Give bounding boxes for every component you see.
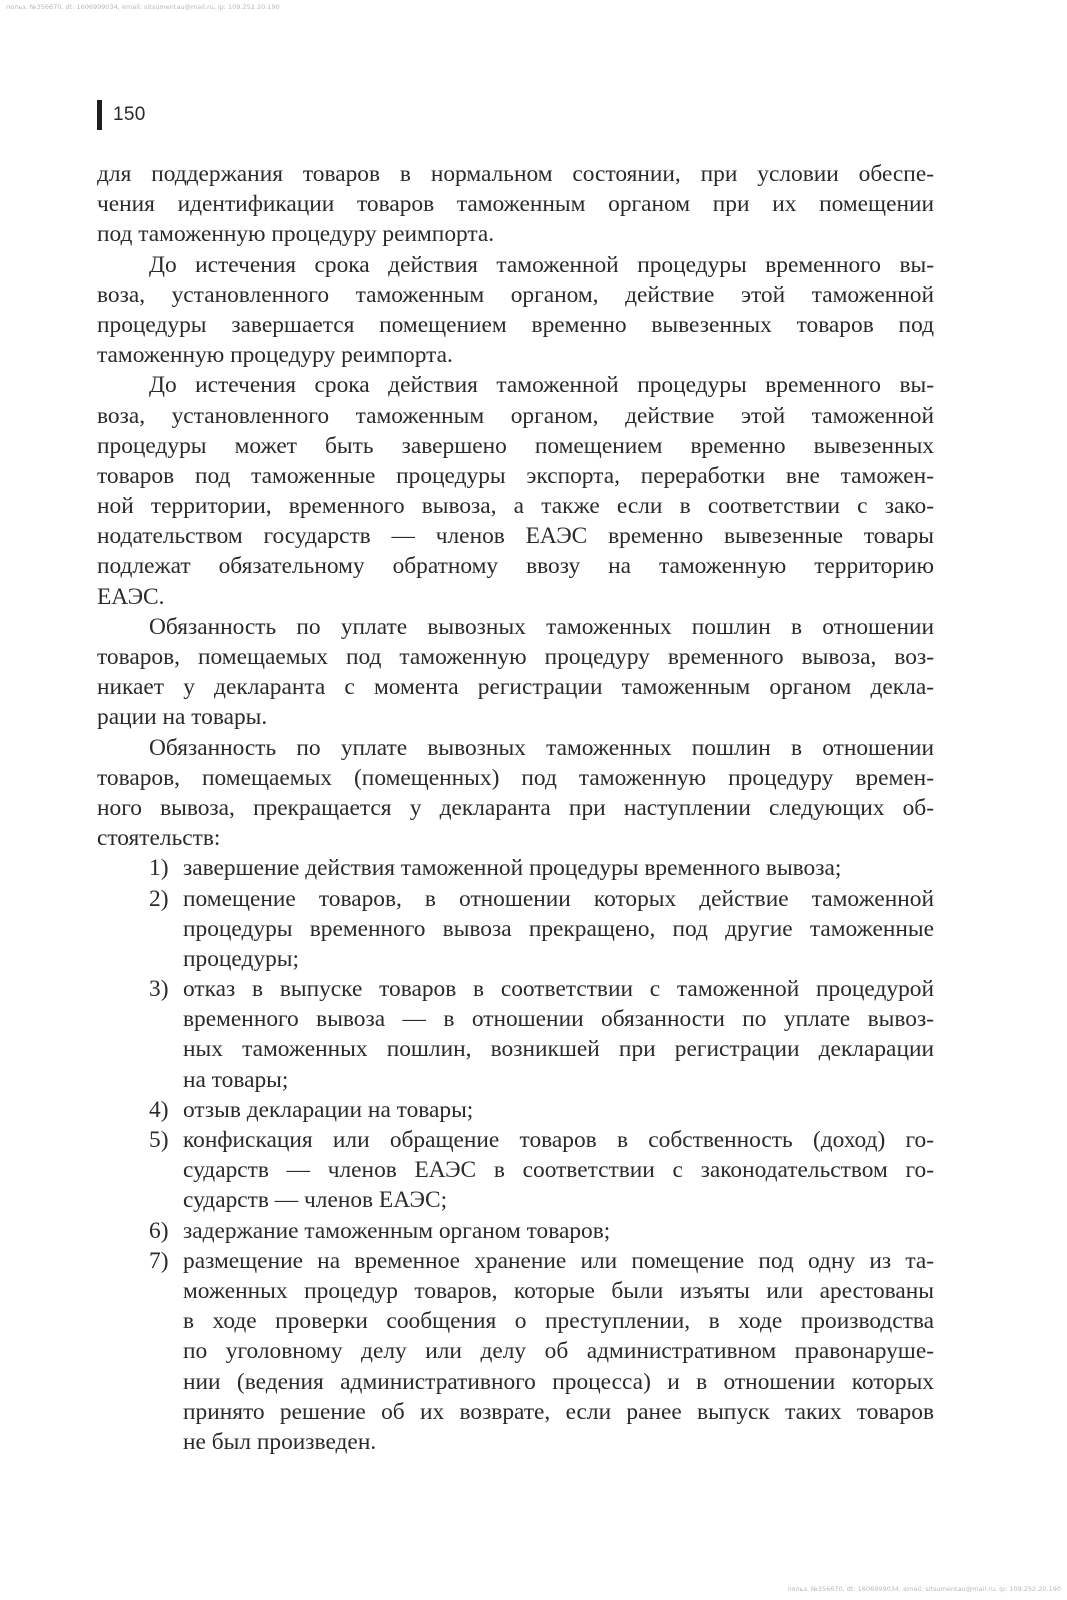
text-line: нодательством государств — членов ЕАЭС временно вывезенные товары (97, 523, 934, 550)
text-line: завершение действия таможенной процедуры временного вывоза; (183, 855, 842, 882)
text-line: процедуры может быть завершено помещением временно вывезенных (97, 432, 934, 459)
page-marker-bar (97, 100, 102, 130)
text-line: товаров, помещаемых под таможенную процедуру временного вывоза, воз- (97, 644, 934, 670)
text-line: воза, установленного таможенным органом, действие этой таможенной (97, 402, 934, 429)
text-line: конфискация или обращение товаров в собственность (доход) го- (183, 1127, 934, 1153)
page-number: 150 (113, 104, 146, 125)
text-line: товаров, помещаемых (помещенных) под таможенную процедуру времен- (97, 764, 934, 791)
text-line: под таможенную процедуру реимпорта. (97, 221, 495, 248)
text-line: сударств — членов ЕАЭС; (183, 1187, 448, 1214)
list-item (97, 1095, 934, 1125)
text-line: никает у декларанта с момента регистрации таможенным органом декла- (97, 674, 934, 701)
text-line: Обязанность по уплате вывозных таможенных пошлин в отношении (149, 734, 934, 761)
text-line: чения идентификации товаров таможенным органом при их помещении (97, 191, 934, 218)
text-line: не был произведен. (183, 1428, 377, 1455)
text-body (97, 159, 934, 1457)
text-line: стоятельств: (97, 825, 221, 852)
list-item (97, 1246, 934, 1457)
text-line: ной территории, временного вывоза, а также если в соответствии с зако- (97, 493, 934, 520)
text-line: помещение товаров, в отношении которых действие таможенной (183, 885, 934, 912)
text-line: сударств — членов ЕАЭС в соответствии с законодательством го- (183, 1157, 934, 1184)
text-line: моженных процедур товаров, которые были изъяты или арестованы (183, 1277, 934, 1304)
text-line: Обязанность по уплате вывозных таможенных пошлин в отношении (149, 613, 934, 640)
text-line: ЕАЭС. (97, 583, 165, 610)
text-line: принято решение об их возврате, если ранее выпуск таких товаров (183, 1398, 934, 1425)
text-line: по уголовному делу или делу об административном правонаруше- (183, 1338, 934, 1365)
page-header (97, 99, 146, 131)
text-line: процедуры завершается помещением временно вывезенных товаров под (97, 311, 934, 338)
list-item-number: 2) (149, 885, 169, 912)
list-item-number: 4) (149, 1096, 169, 1123)
text-line: для поддержания товаров в нормальном состоянии, при условии обеспе- (97, 161, 934, 187)
list-item-number: 6) (149, 1217, 169, 1244)
text-line: нии (ведения административного процесса) и в отношении которых (183, 1368, 934, 1395)
text-line: таможенную процедуру реимпорта. (97, 342, 453, 369)
text-line: отзыв декларации на товары; (183, 1096, 474, 1123)
text-line: размещение на временное хранение или помещение под одну из та- (183, 1247, 934, 1274)
text-line: рации на товары. (97, 704, 268, 731)
paragraph (97, 733, 934, 854)
list-item (97, 974, 934, 1095)
text-line: процедуры; (183, 945, 300, 972)
text-line: задержание таможенным органом товаров; (183, 1217, 611, 1244)
watermark-top: польз. №356670, dt: 1606999034, email: sitsumentau@mail.ru, ip: 109.252.20.190 (6, 3, 280, 11)
list-item (97, 853, 934, 883)
text-line: До истечения срока действия таможенной процедуры временного вы- (149, 251, 934, 278)
text-line: временного вывоза — в отношении обязанности по уплате вывоз- (183, 1006, 934, 1033)
text-line: подлежат обязательному обратному ввозу на таможенную территорию (97, 553, 934, 580)
list-item-number: 3) (149, 976, 169, 1003)
text-line: процедуры временного вывоза прекращено, под другие таможенные (183, 915, 934, 942)
paragraph (97, 612, 934, 733)
list-item (97, 1216, 934, 1246)
text-line: на товары; (183, 1066, 289, 1093)
list-item-number: 7) (149, 1247, 169, 1274)
paragraph (97, 250, 934, 371)
list-item (97, 884, 934, 975)
text-line: воза, установленного таможенным органом, действие этой таможенной (97, 281, 934, 308)
text-line: ного вывоза, прекращается у декларанта при наступлении следующих об- (97, 794, 934, 821)
watermark-bottom: польз. №356670, dt: 1606999034, email: sitsumentau@mail.ru, ip: 109.252.20.190 (787, 1585, 1061, 1593)
list-item-number: 1) (149, 855, 169, 882)
text-line: товаров под таможенные процедуры экспорта, переработки вне таможен- (97, 462, 934, 489)
text-line: отказ в выпуске товаров в соответствии с таможенной процедурой (183, 976, 934, 1003)
list-item-number: 5) (149, 1127, 169, 1153)
paragraph (97, 370, 934, 612)
text-line: в ходе проверки сообщения о преступлении, в ходе производства (183, 1308, 934, 1335)
text-line: До истечения срока действия таможенной процедуры временного вы- (149, 372, 934, 399)
list-item (97, 1125, 934, 1216)
paragraph (97, 159, 934, 250)
text-line: ных таможенных пошлин, возникшей при регистрации декларации (183, 1036, 934, 1063)
